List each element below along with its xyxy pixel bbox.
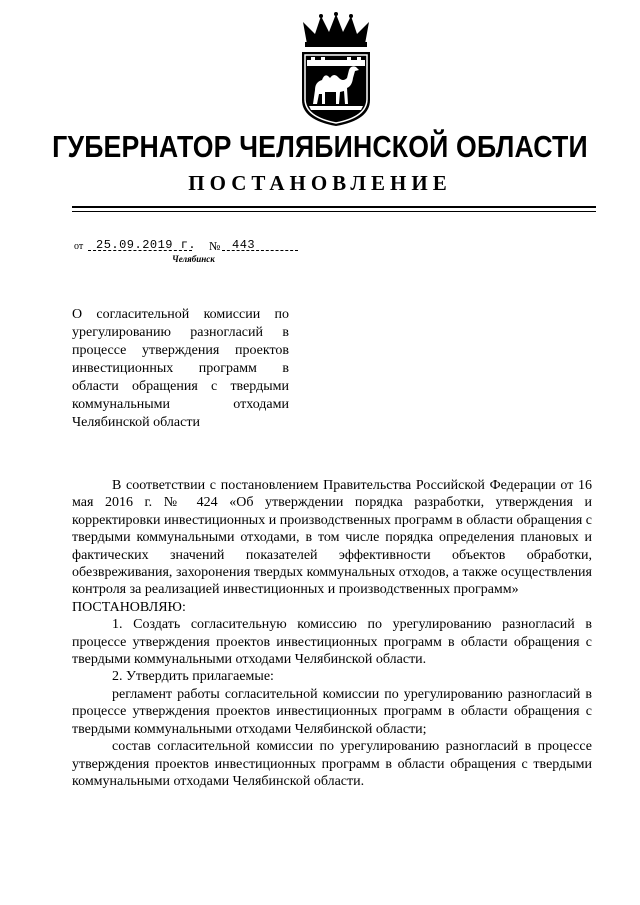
header-rule-thin — [72, 211, 596, 212]
item-1-paragraph: 1. Создать согласительную комиссию по урегулированию разногласий в процессе утверждения проектов инвестиционных программ в области обращения с твердыми коммунальными отходами Челябинской области. — [72, 617, 592, 668]
date-number-line — [74, 238, 314, 254]
document-type: ПОСТАНОВЛЕНИЕ — [188, 171, 452, 195]
date-value: 25.09.2019 г. — [96, 238, 197, 252]
city-name: Челябинск — [172, 254, 215, 264]
document-body — [72, 477, 592, 790]
chelyabinsk-coat-of-arms-icon — [295, 12, 377, 128]
item-2b-paragraph: состав согласительной комиссии по урегулированию разногласий в процессе утверждения проектов инвестиционных программ в области обращения с твердыми коммунальными отходами Челябинской области. — [72, 739, 592, 789]
number-label: № — [209, 239, 221, 253]
document-subject: О согласительной комиссии по урегулированию разногласий в процессе утверждения проектов инвестиционных программ в области обращения с твердыми коммунальными отходами Челябинской области — [72, 307, 289, 430]
item-2a-paragraph: регламент работы согласительной комиссии по урегулированию разногласий в процессе утверждения проектов инвестиционных программ в области обращения с твердыми коммунальными отходами Челябинской области; — [72, 686, 592, 737]
preamble-paragraph: В соответствии с постановлением Правительства Российской Федерации от 16 мая 2016 г. № 424 «Об утверждении порядка разработки, утверждения и корректировки инвестиционных и производственных программ в области обращения с твердыми коммунальными отходами, в том числе порядка определения плановых и фактических значений показателей эффективности объектов обработки, обезвреживания, захоронения твердых коммунальных отходов, а также осуществления контроля за реализацией инвестиционных и производственных программ» — [72, 478, 592, 598]
resolve-heading: ПОСТАНОВЛЯЮ: — [72, 599, 186, 615]
date-label: от — [74, 241, 84, 252]
number-value: 443 — [232, 238, 256, 252]
governor-title: ГУБЕРНАТОР ЧЕЛЯБИНСКОЙ ОБЛАСТИ — [52, 129, 588, 164]
item-2-paragraph: 2. Утвердить прилагаемые: — [112, 669, 274, 685]
header-rule-thick — [72, 206, 596, 208]
